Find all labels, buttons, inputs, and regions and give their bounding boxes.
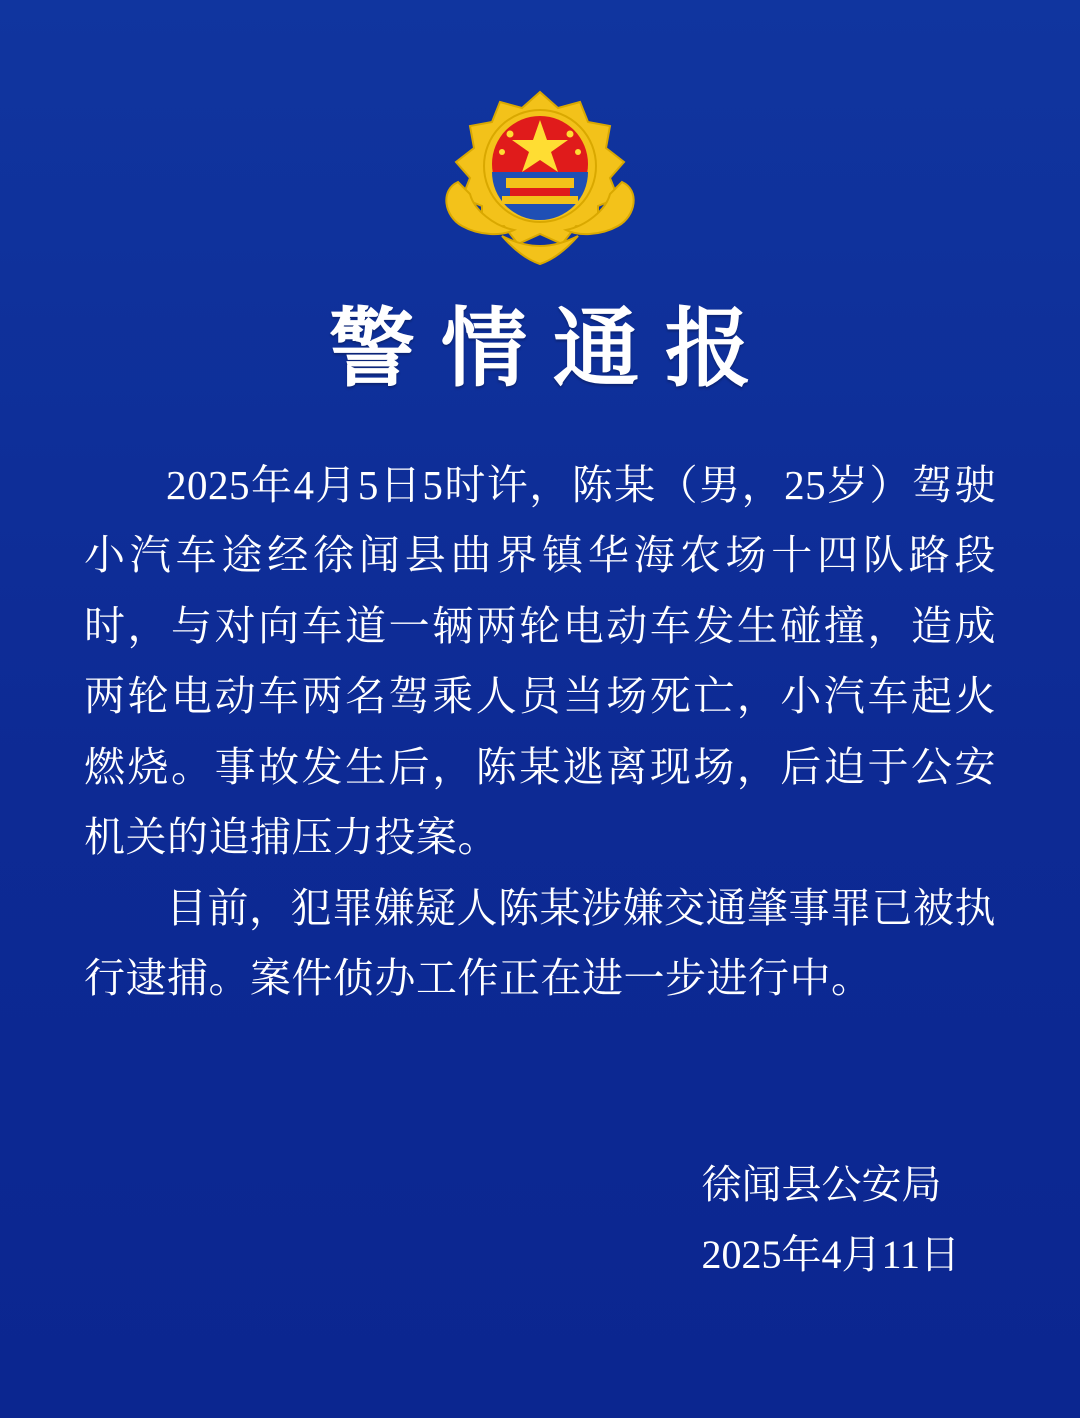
notice-body bbox=[62, 450, 1018, 1014]
notice-paragraph-1: 2025年4月5日5时许，陈某（男，25岁）驾驶小汽车途经徐闻县曲界镇华海农场十四队路段时，与对向车道一辆两轮电动车发生碰撞，造成两轮电动车两名驾乘人员当场死亡，小汽车起火燃烧。事故发生后，陈某逃离现场，后迫于公安机关的追捕压力投案。 bbox=[84, 461, 996, 861]
signature-issuer: 徐闻县公安局 bbox=[701, 1162, 942, 1207]
signature-date: 2025年4月11日 bbox=[701, 1232, 960, 1277]
notice-paragraph-2: 目前，犯罪嫌疑人陈某涉嫌交通肇事罪已被执行逮捕。案件侦办工作正在进一步进行中。 bbox=[84, 884, 996, 1002]
china-police-badge-icon bbox=[440, 86, 640, 272]
page-title: 警情通报 bbox=[329, 301, 777, 397]
emblem-container bbox=[62, 0, 1018, 272]
signature-block bbox=[701, 1150, 960, 1290]
